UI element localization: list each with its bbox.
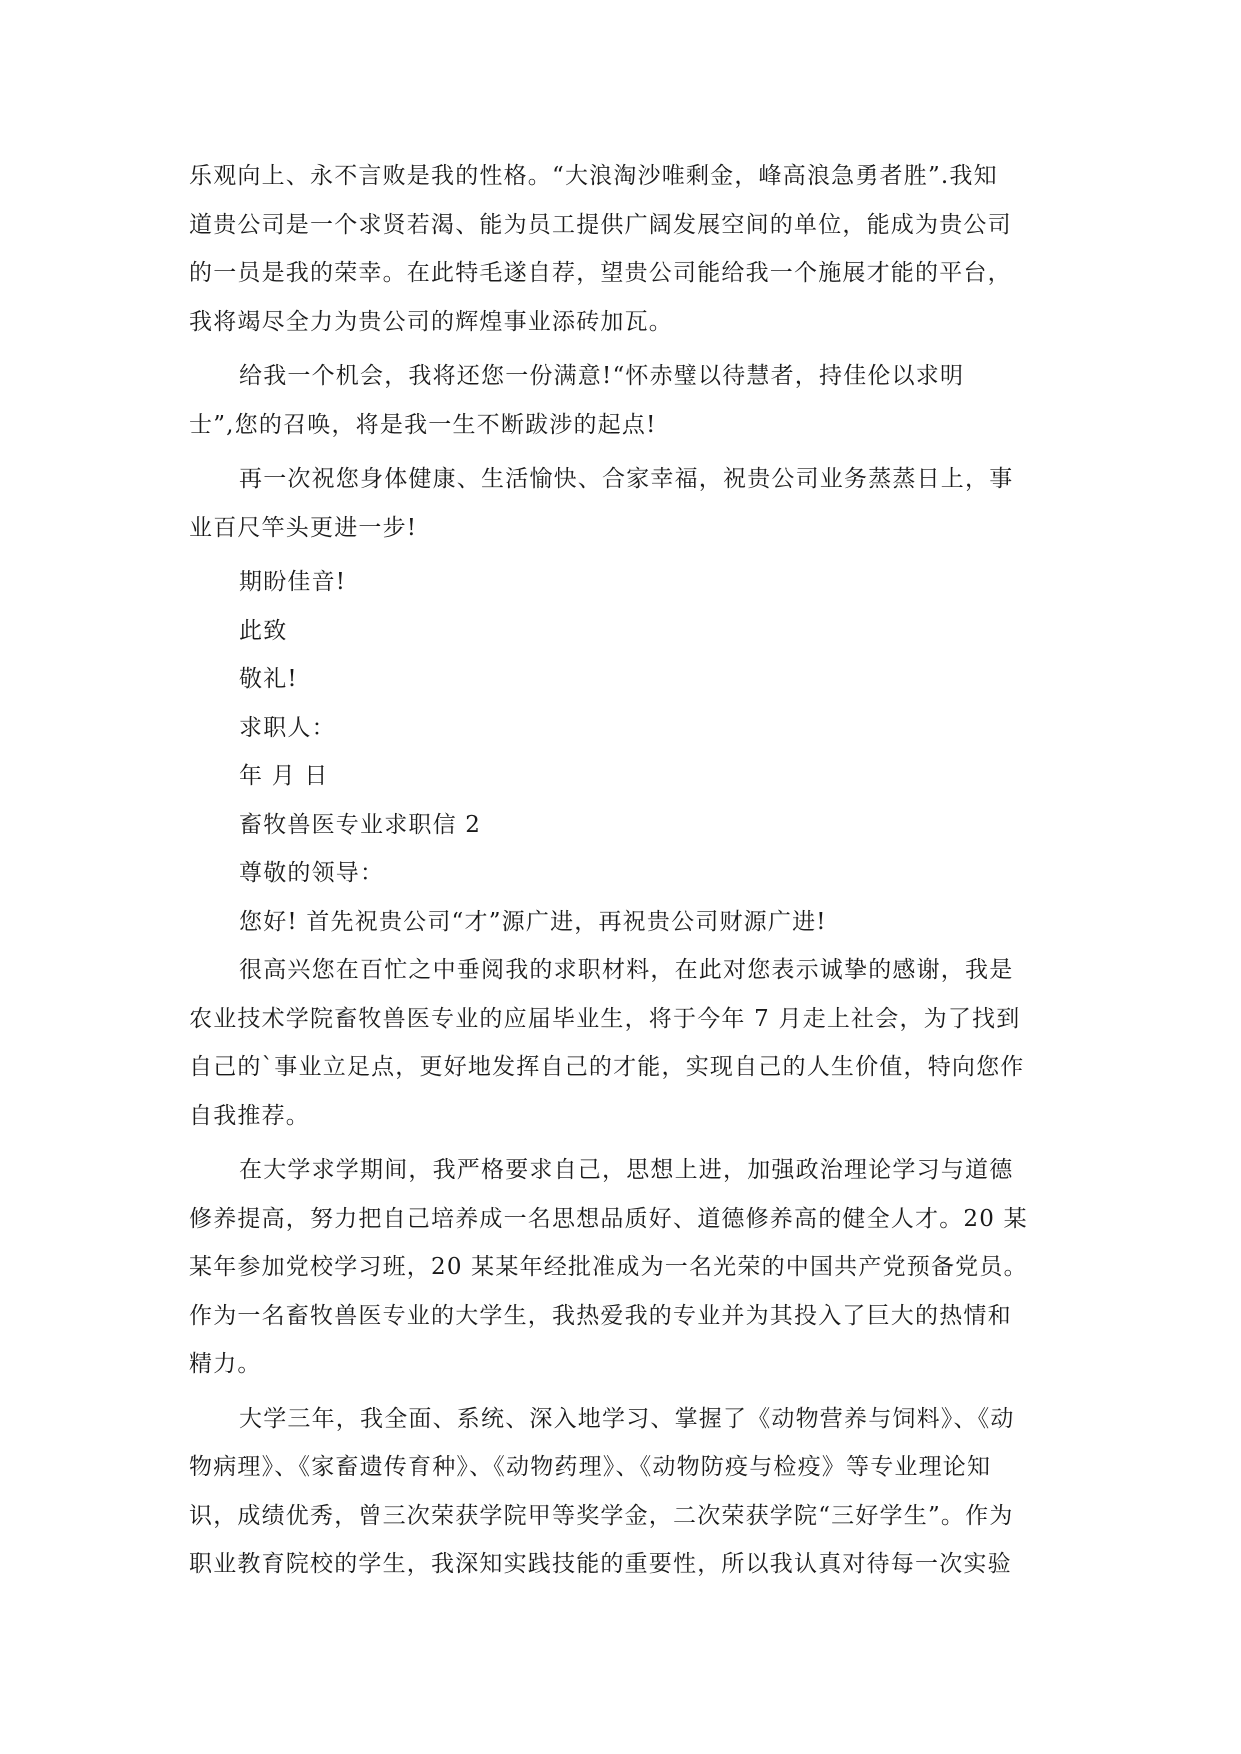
paragraph-line: 士”,您的召唤，将是我一生不断跋涉的起点! [189, 411, 657, 438]
paragraph-line: 求职人： [239, 714, 336, 741]
paragraph-line: 畜牧兽医专业求职信 2 [239, 811, 482, 838]
paragraph-p10 [189, 849, 1051, 898]
paragraph-line: 物病理》、《家畜遗传育种》、《动物药理》、《动物防疫与检疫》等专业理论知 [189, 1454, 992, 1480]
paragraph-p11 [189, 898, 1051, 947]
paragraph-line: 乐观向上、永不言败是我的性格。“大浪淘沙唯剩金，峰高浪急勇者胜”.我知 [189, 163, 998, 189]
paragraph-line: 识，成绩优秀，曾三次荣获学院甲等奖学金，二次荣获学院“三好学生”。作为 [189, 1502, 1014, 1529]
paragraph-line: 的一员是我的荣幸。在此特毛遂自荐，望贵公司能给我一个施展才能的平台， [189, 260, 1012, 286]
paragraph-p6 [189, 655, 1051, 704]
paragraph-line: 精力。 [189, 1351, 262, 1377]
paragraph-p12 [189, 946, 1051, 1140]
paragraph-p14 [189, 1395, 1051, 1589]
paragraph-line: 期盼佳音! [239, 569, 347, 595]
paragraph-line: 大学三年，我全面、系统、深入地学习、掌握了《动物营养与饲料》、《动 [239, 1405, 1015, 1432]
paragraph-line: 自我推荐。 [189, 1102, 310, 1129]
paragraph-line: 自己的`事业立足点，更好地发挥自己的才能，实现自己的人生价值，特向您作 [189, 1054, 1025, 1080]
paragraph-line: 您好! 首先祝贵公司“才”源广进，再祝贵公司财源广进! [239, 908, 827, 935]
paragraph-line: 作为一名畜牧兽医专业的大学生，我热爱我的专业并为其投入了巨大的热情和 [189, 1302, 1012, 1329]
paragraph-p8 [189, 752, 1051, 801]
paragraph-p9 [189, 801, 1051, 850]
paragraph-line: 我将竭尽全力为贵公司的辉煌事业添砖加瓦。 [189, 308, 673, 335]
paragraph-p4 [189, 558, 1051, 607]
paragraph-line: 很高兴您在百忙之中垂阅我的求职材料，在此对您表示诚挚的感谢，我是 [239, 957, 1014, 983]
paragraph-line: 再一次祝您身体健康、生活愉快、合家幸福，祝贵公司业务蒸蒸日上，事 [239, 466, 1014, 492]
paragraph-line: 农业技术学院畜牧兽医专业的应届毕业生，将于今年 7 月走上社会，为了找到 [189, 1005, 1021, 1032]
paragraph-p13 [189, 1146, 1051, 1389]
document-body [189, 152, 1051, 1589]
paragraph-line: 年 月 日 [239, 763, 329, 789]
paragraph-line: 修养提高，努力把自己培养成一名思想品质好、道德修养高的健全人才。20 某 [189, 1205, 1028, 1232]
paragraph-p3 [189, 455, 1051, 552]
paragraph-line: 在大学求学期间，我严格要求自己，思想上进，加强政治理论学习与道德 [239, 1157, 1014, 1183]
paragraph-p5 [189, 607, 1051, 656]
paragraph-line: 给我一个机会，我将还您一份满意!“怀赤璧以待慧者，持佳伦以求明 [239, 363, 965, 389]
paragraph-line: 此致 [239, 617, 288, 644]
paragraph-p1 [189, 152, 1051, 346]
paragraph-line: 尊敬的领导： [239, 860, 385, 886]
paragraph-p2 [189, 352, 1051, 449]
paragraph-line: 敬礼! [239, 666, 298, 692]
paragraph-line: 职业教育院校的学生，我深知实践技能的重要性，所以我认真对待每一次实验 [189, 1551, 1012, 1577]
paragraph-line: 某年参加党校学习班，20 某某年经批准成为一名光荣的中国共产党预备党员。 [189, 1254, 1028, 1280]
paragraph-line: 道贵公司是一个求贤若渴、能为员工提供广阔发展空间的单位，能成为贵公司 [189, 211, 1012, 238]
paragraph-p7 [189, 704, 1051, 753]
paragraph-line: 业百尺竿头更进一步! [189, 514, 418, 541]
